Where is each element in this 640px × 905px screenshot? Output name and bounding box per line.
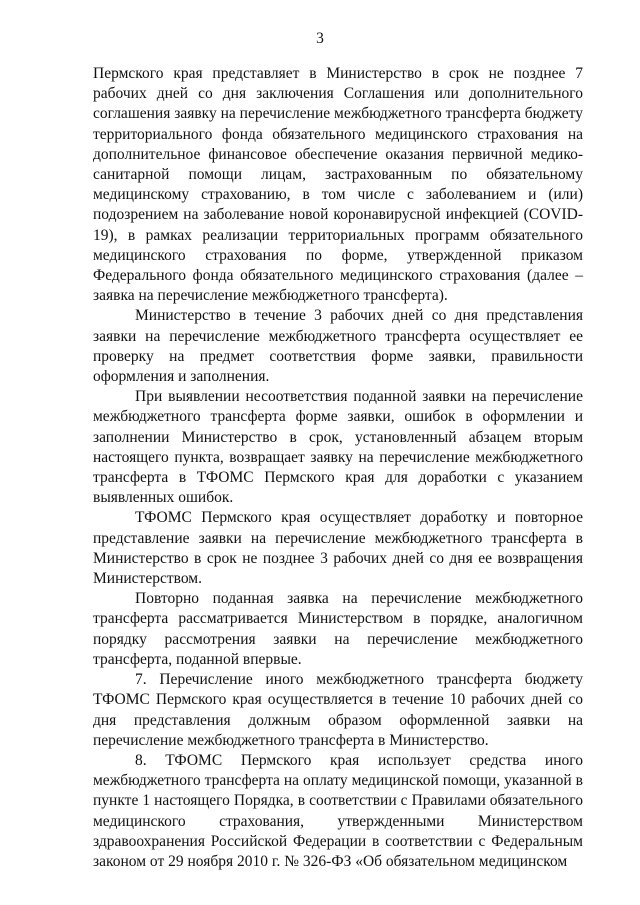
paragraph: ТФОМС Пермского края осуществляет доработку и повторное представление заявки на перечисление межбюджетного трансферта в Министерство в срок не позднее 3 рабочих дней со дня ее возвращения Министерством. (93, 509, 583, 588)
paragraph: При выявлении несоответствия поданной заявки на перечисление межбюджетного трансферта форме заявки, ошибок в оформлении и заполнении Министерство в срок, установленный абзацем вторым настоящего пункта, возвращает заявку на перечисление межбюджетного трансферта в ТФОМС Пермского края для доработки с указанием выявленных ошибок. (93, 388, 583, 507)
paragraph: Министерство в течение 3 рабочих дней со дня представления заявки на перечисление межбюджетного трансферта осуществляет ее проверку на предмет соответствия форме заявки, правильности оформления и заполнения. (93, 307, 583, 386)
document-body (93, 64, 583, 872)
page-number: 3 (316, 30, 324, 47)
paragraph-continuation: Пермского края представляет в Министерство в срок не позднее 7 рабочих дней со дня заключения Соглашения или дополнительного соглашения заявку на перечисление межбюджетного трансферта бюджету территориального фонда обязательного медицинского страхования на дополнительное финансовое обеспечение оказания первичной медико-санитарной помощи лицам, застрахованным по обязательному медицинскому страхованию, в том числе с заболеванием и (или) подозрением на заболевание новой коронавирусной инфекцией (COVID-19), в рамках реализации территориальных программ обязательного медицинского страхования по форме, утвержденной приказом Федерального фонда обязательного медицинского страхования (далее – заявка на перечисление межбюджетного трансферта). (93, 65, 583, 305)
paragraph-item-8: 8. ТФОМС Пермского края использует средства иного межбюджетного трансферта на оплату медицинской помощи, указанной в пункте 1 настоящего Порядка, в соответствии с Правилами обязательного медицинского страхования, утвержденными Министерством здравоохранения Российской Федерации в соответствии с Федеральным законом от 29 ноября 2010 г. № 326-ФЗ «Об обязательном медицинском (93, 751, 583, 870)
paragraph-item-7: 7. Перечисление иного межбюджетного трансферта бюджету ТФОМС Пермского края осуществляется в течение 10 рабочих дней со дня представления должным образом оформленной заявки на перечисление межбюджетного трансферта в Министерство. (93, 671, 583, 749)
paragraph: Повторно поданная заявка на перечисление межбюджетного трансферта рассматривается Министерством в порядке, аналогичном порядку рассмотрения заявки на перечисление межбюджетного трансферта, поданной впервые. (93, 590, 583, 668)
